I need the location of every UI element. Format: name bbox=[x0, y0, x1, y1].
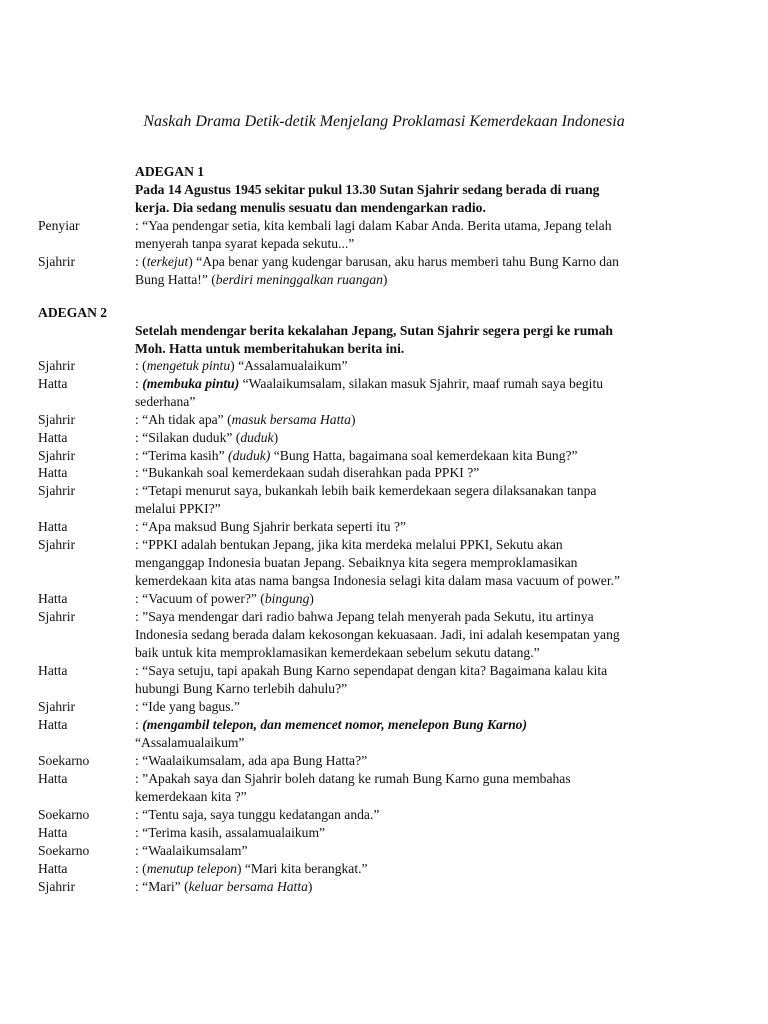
speaker-name: Hatta bbox=[38, 825, 68, 840]
dialogue-segment: : ”Apakah saya dan Sjahrir boleh datang ke rumah Bung Karno guna membahas bbox=[135, 771, 571, 786]
dialogue-line bbox=[135, 824, 735, 842]
dialogue-line bbox=[135, 716, 735, 734]
dialogue-segment: : “Ah tidak apa” ( bbox=[135, 412, 232, 427]
stage-direction: keluar bersama Hatta bbox=[188, 879, 308, 894]
dialogue-text bbox=[135, 806, 735, 824]
stage-direction: (duduk) bbox=[228, 448, 271, 463]
speaker-name: Hatta bbox=[38, 465, 68, 480]
dialogue-segment: ) bbox=[382, 272, 388, 287]
speaker-name: Penyiar bbox=[38, 218, 80, 233]
dialogue-line bbox=[135, 271, 735, 289]
speaker-name: Hatta bbox=[38, 861, 68, 876]
dialogue-line bbox=[135, 554, 735, 572]
dialogue-line bbox=[135, 518, 735, 536]
dialogue-segment: : “Mari” ( bbox=[135, 879, 189, 894]
dialogue-segment: menyerah tanpa syarat kepada sekutu...” bbox=[135, 236, 355, 251]
speaker-name: Soekarno bbox=[38, 807, 90, 822]
dialogue-line bbox=[135, 788, 735, 806]
dialogue-segment: : “Silakan duduk” ( bbox=[135, 430, 241, 445]
dialogue-segment: : “Ide yang bagus.” bbox=[135, 699, 240, 714]
dialogue-segment: : “Bukankah soal kemerdekaan sudah diserahkan pada PPKI ?” bbox=[135, 465, 480, 480]
stage-direction: terkejut bbox=[146, 254, 189, 269]
dialogue-text bbox=[135, 253, 735, 289]
dialogue-line bbox=[135, 536, 735, 554]
dialogue-segment: “Bung Hatta, bagaimana soal kemerdekaan kita Bung?” bbox=[270, 448, 578, 463]
dialogue-text bbox=[135, 429, 735, 447]
dialogue-segment: baik untuk kita memproklamasikan kemerdekaan sebelum sekutu datang.” bbox=[135, 645, 540, 660]
dialogue-text bbox=[135, 860, 735, 878]
dialogue-segment: ) bbox=[309, 591, 314, 606]
dialogue-line bbox=[135, 878, 735, 896]
dialogue-segment: ) “Apa benar yang kudengar barusan, aku harus memberi tahu Bung Karno dan bbox=[188, 254, 619, 269]
speaker-name: Sjahrir bbox=[38, 358, 75, 373]
dialogue-text bbox=[135, 217, 735, 253]
dialogue-segment: ) “Assalamualaikum” bbox=[230, 358, 348, 373]
dialogue-line bbox=[135, 235, 735, 253]
dialogue-text bbox=[135, 752, 735, 770]
stage-direction: (mengambil telepon, dan memencet nomor, menelepon Bung Karno) bbox=[142, 717, 527, 732]
speaker-name: Hatta bbox=[38, 591, 68, 606]
dialogue-segment: : “Waalaikumsalam” bbox=[135, 843, 248, 858]
speaker-name: Soekarno bbox=[38, 843, 90, 858]
document-title: Naskah Drama Detik-detik Menjelang Proklamasi Kemerdekaan Indonesia bbox=[143, 113, 625, 130]
dialogue-segment: kemerdekaan kita atas nama bangsa Indonesia selagi kita dalam masa vacuum of power.” bbox=[135, 573, 621, 588]
dialogue-line bbox=[135, 375, 735, 393]
dialogue-segment: kemerdekaan kita ?” bbox=[135, 789, 247, 804]
dialogue-line bbox=[135, 626, 735, 644]
dialogue-segment: : bbox=[135, 376, 143, 391]
scene-2-description-line-1: Setelah mendengar berita kekalahan Jepang, Sutan Sjahrir segera pergi ke rumah bbox=[135, 323, 613, 338]
dialogue-text bbox=[135, 770, 735, 806]
speaker-name: Sjahrir bbox=[38, 448, 75, 463]
dialogue-segment: sederhana” bbox=[135, 394, 196, 409]
speaker-name: Hatta bbox=[38, 519, 68, 534]
dialogue-line bbox=[135, 662, 735, 680]
speaker-name: Sjahrir bbox=[38, 483, 75, 498]
dialogue-segment: melalui PPKI?” bbox=[135, 501, 221, 516]
stage-direction: mengetuk pintu bbox=[146, 358, 231, 373]
dialogue-line bbox=[135, 393, 735, 411]
dialogue-segment: : “Terima kasih, assalamualaikum” bbox=[135, 825, 326, 840]
dialogue-line bbox=[135, 734, 735, 752]
dialogue-segment: menganggap Indonesia buatan Jepang. Sebaiknya kita segera memproklamasikan bbox=[135, 555, 578, 570]
scene-1-description-line-1: Pada 14 Agustus 1945 sekitar pukul 13.30 Sutan Sjahrir sedang berada di ruang bbox=[135, 182, 600, 197]
dialogue-line bbox=[135, 680, 735, 698]
dialogue-line bbox=[135, 644, 735, 662]
dialogue-segment: ) “Mari kita berangkat.” bbox=[236, 861, 368, 876]
scene-1-heading: ADEGAN 1 bbox=[135, 164, 205, 179]
dialogue-text bbox=[135, 357, 735, 375]
dialogue-segment: “Waalaikumsalam, silakan masuk Sjahrir, maaf rumah saya begitu bbox=[239, 376, 604, 391]
scene-2-description-line-2: Moh. Hatta untuk memberitahukan berita ini. bbox=[135, 341, 405, 356]
dialogue-text bbox=[135, 662, 735, 698]
dialogue-segment: : “Terima kasih” bbox=[135, 448, 229, 463]
dialogue-segment: : “Yaa pendengar setia, kita kembali lagi dalam Kabar Anda. Berita utama, Jepang telah bbox=[135, 218, 612, 233]
speaker-name: Hatta bbox=[38, 771, 68, 786]
speaker-name: Sjahrir bbox=[38, 699, 75, 714]
dialogue-text bbox=[135, 608, 735, 662]
dialogue-segment: : “Apa maksud Bung Sjahrir berkata seperti itu ?” bbox=[135, 519, 407, 534]
stage-direction: bingung bbox=[264, 591, 310, 606]
dialogue-text bbox=[135, 590, 735, 608]
dialogue-line bbox=[135, 572, 735, 590]
dialogue-line bbox=[135, 500, 735, 518]
dialogue-segment: hubungi Bung Karno terlebih dahulu?” bbox=[135, 681, 348, 696]
dialogue-text bbox=[135, 842, 735, 860]
dialogue-line bbox=[135, 806, 735, 824]
dialogue-segment: : bbox=[135, 717, 143, 732]
dialogue-segment: : ( bbox=[135, 254, 147, 269]
dialogue-text bbox=[135, 447, 735, 465]
stage-direction: (membuka pintu) bbox=[142, 376, 240, 391]
dialogue-text bbox=[135, 464, 735, 482]
dialogue-line bbox=[135, 357, 735, 375]
dialogue-segment: ) bbox=[307, 879, 313, 894]
speaker-name: Sjahrir bbox=[38, 254, 75, 269]
dialogue-segment: ) bbox=[273, 430, 279, 445]
dialogue-line bbox=[135, 464, 735, 482]
dialogue-text bbox=[135, 482, 735, 518]
dialogue-segment: Bung Hatta!” ( bbox=[135, 272, 216, 287]
dialogue-line bbox=[135, 752, 735, 770]
dialogue-line bbox=[135, 842, 735, 860]
stage-direction: menutup telepon bbox=[146, 861, 237, 876]
dialogue-segment: “Assalamualaikum” bbox=[135, 735, 245, 750]
speaker-name: Sjahrir bbox=[38, 609, 75, 624]
speaker-name: Hatta bbox=[38, 717, 68, 732]
scene-2-heading: ADEGAN 2 bbox=[38, 305, 108, 320]
dialogue-segment: : “PPKI adalah bentukan Jepang, jika kita merdeka melalui PPKI, Sekutu akan bbox=[135, 537, 563, 552]
speaker-name: Hatta bbox=[38, 430, 68, 445]
dialogue-line bbox=[135, 482, 735, 500]
dialogue-text bbox=[135, 824, 735, 842]
stage-direction: berdiri meninggalkan ruangan bbox=[215, 272, 383, 287]
dialogue-line bbox=[135, 411, 735, 429]
dialogue-line bbox=[135, 770, 735, 788]
dialogue-segment: : “Waalaikumsalam, ada apa Bung Hatta?” bbox=[135, 753, 368, 768]
dialogue-text bbox=[135, 716, 735, 752]
dialogue-segment: : ( bbox=[135, 861, 147, 876]
dialogue-line bbox=[135, 698, 735, 716]
dialogue-segment: : “Vacuum of power?” ( bbox=[135, 591, 265, 606]
speaker-name: Sjahrir bbox=[38, 412, 75, 427]
dialogue-segment: : “Tetapi menurut saya, bukankah lebih baik kemerdekaan segera dilaksanakan tanpa bbox=[135, 483, 597, 498]
speaker-name: Sjahrir bbox=[38, 879, 75, 894]
stage-direction: masuk bersama Hatta bbox=[231, 412, 351, 427]
dialogue-segment: Indonesia sedang berada dalam kekosongan kekuasaan. Jadi, ini adalah kesempatan yang bbox=[135, 627, 620, 642]
dialogue-segment: : ”Saya mendengar dari radio bahwa Jepang telah menyerah pada Sekutu, itu artinya bbox=[135, 609, 594, 624]
dialogue-line bbox=[135, 590, 735, 608]
dialogue-line bbox=[135, 217, 735, 235]
dialogue-segment: : “Tentu saja, saya tunggu kedatangan anda.” bbox=[135, 807, 380, 822]
dialogue-text bbox=[135, 698, 735, 716]
dialogue-line bbox=[135, 253, 735, 271]
dialogue-text bbox=[135, 375, 735, 411]
dialogue-segment: ) bbox=[350, 412, 356, 427]
speaker-name: Hatta bbox=[38, 376, 68, 391]
dialogue-line bbox=[135, 608, 735, 626]
dialogue-text bbox=[135, 536, 735, 590]
dialogue-segment: : ( bbox=[135, 358, 147, 373]
speaker-name: Sjahrir bbox=[38, 537, 75, 552]
dialogue-text bbox=[135, 411, 735, 429]
speaker-name: Hatta bbox=[38, 663, 68, 678]
dialogue-line bbox=[135, 447, 735, 465]
speaker-name: Soekarno bbox=[38, 753, 90, 768]
dialogue-text bbox=[135, 878, 735, 896]
dialogue-text bbox=[135, 518, 735, 536]
stage-direction: duduk bbox=[240, 430, 274, 445]
dialogue-line bbox=[135, 860, 735, 878]
dialogue-segment: : “Saya setuju, tapi apakah Bung Karno sependapat dengan kita? Bagaimana kalau kita bbox=[135, 663, 608, 678]
dialogue-line bbox=[135, 429, 735, 447]
scene-1-description-line-2: kerja. Dia sedang menulis sesuatu dan mendengarkan radio. bbox=[135, 200, 486, 215]
